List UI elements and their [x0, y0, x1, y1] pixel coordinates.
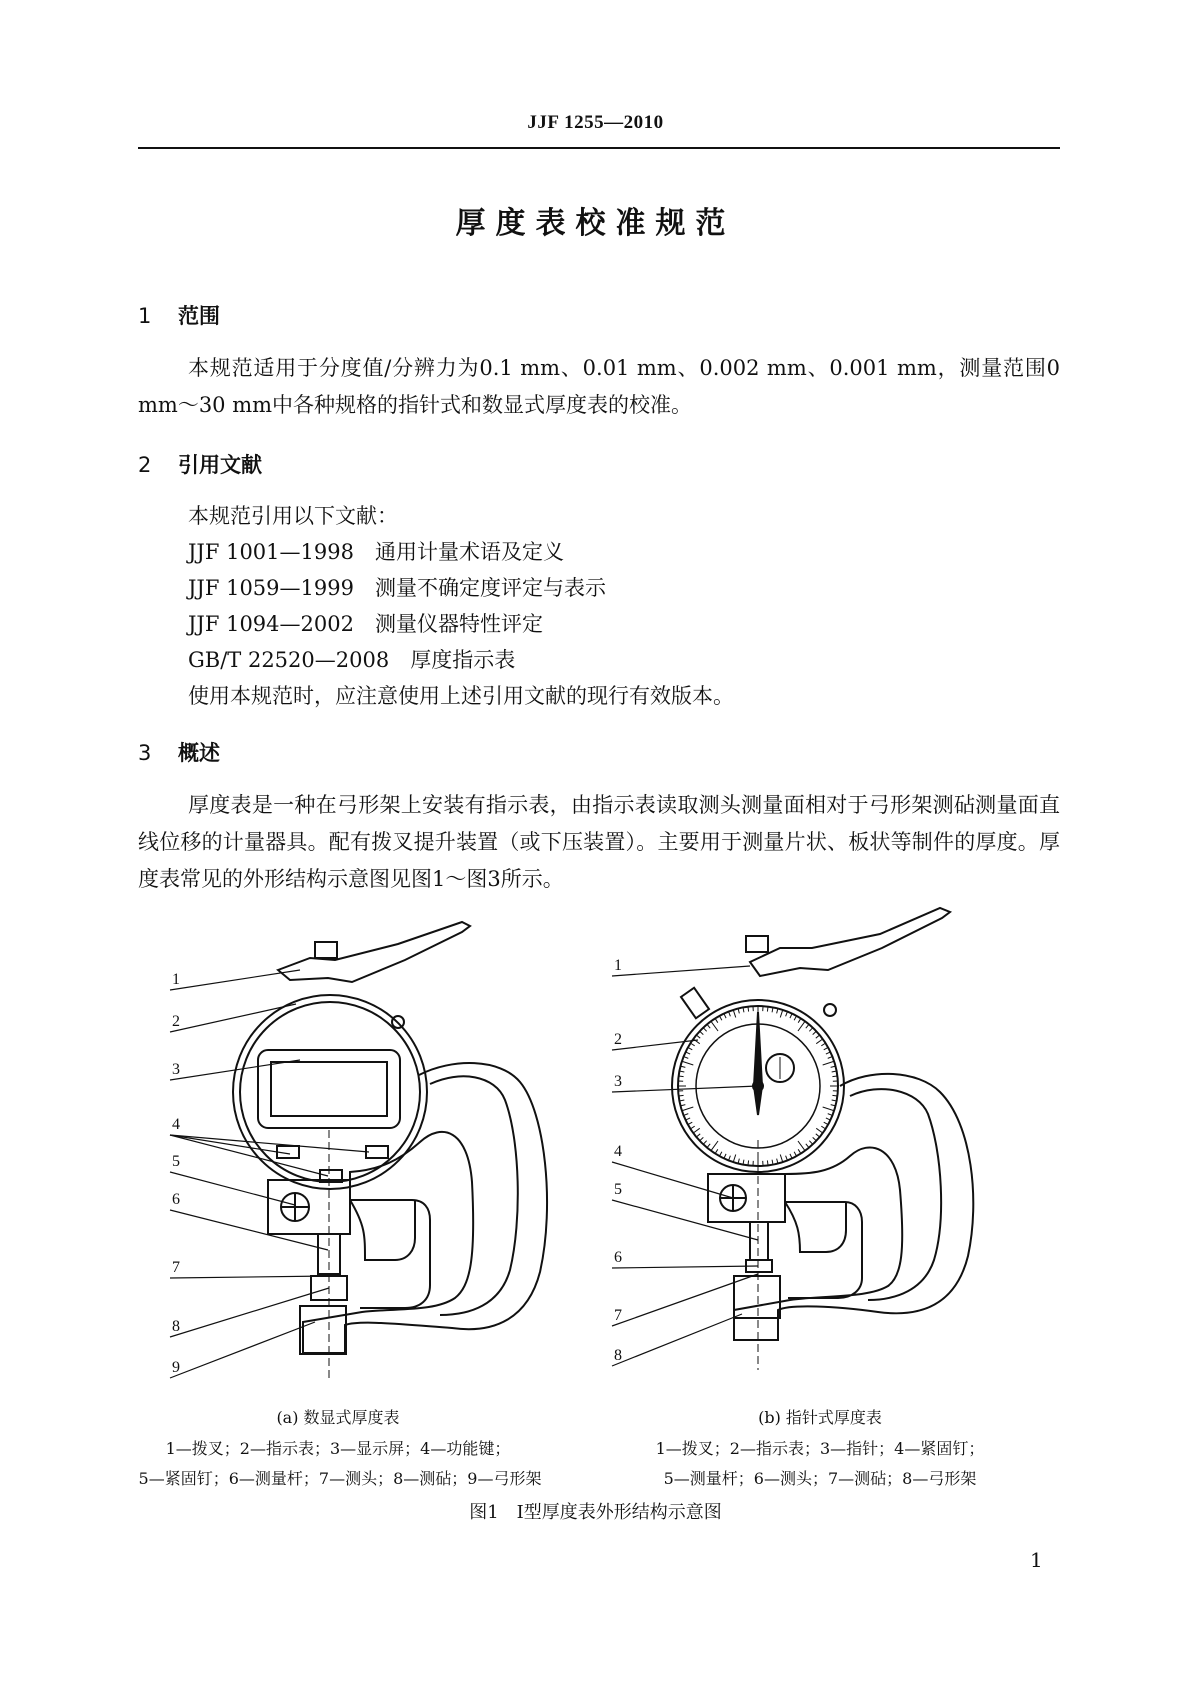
bow-frame-web: [350, 1200, 415, 1260]
dial-tick: [832, 1076, 837, 1077]
reference-title: 测量不确定度评定与表示: [374, 576, 606, 600]
page-number: 1: [1030, 1548, 1043, 1572]
dial-tick: [790, 1014, 792, 1019]
figure-b-caption: (b) 指针式厚度表: [758, 1408, 882, 1427]
section-number: 3: [138, 741, 152, 765]
indicator-inner-ring: [240, 1002, 420, 1182]
callout-label: 1: [614, 957, 622, 974]
reference-code: JJF 1059—1999: [188, 576, 354, 600]
dial-tick: [700, 1137, 704, 1140]
dial-tick: [711, 1141, 718, 1151]
dial-tick: [816, 1134, 820, 1137]
figure-a-caption: (a) 数显式厚度表: [276, 1408, 400, 1427]
dial-tick: [707, 1024, 710, 1028]
dial-tick: [700, 1031, 704, 1034]
reference-title: 测量仪器特性评定: [374, 612, 543, 636]
dial-tick: [724, 1014, 726, 1019]
lever-cap: [746, 936, 768, 952]
dial-tick: [821, 1043, 825, 1046]
figure-a-legend-line2: 5—紧固钉；6—测量杆；7—测头；8—测砧；9—弓形架: [138, 1469, 542, 1488]
callout-label: 2: [614, 1031, 622, 1048]
references-note: 使用本规范时，应注意使用上述引用文献的现行有效版本。: [188, 684, 734, 708]
dial-tick: [780, 1154, 782, 1162]
dial-tick: [711, 1021, 718, 1031]
fork-lever: [278, 922, 470, 982]
callout-label: 5: [172, 1153, 180, 1170]
reference-item: [188, 572, 606, 602]
figure-b-dial-gauge: [600, 900, 1191, 1380]
dial-tick: [767, 1160, 768, 1165]
dial-tick: [798, 1141, 805, 1151]
dial-tick: [693, 1128, 699, 1133]
anvil: [734, 1276, 780, 1318]
section-title: 概述: [178, 741, 220, 765]
dial-tick: [733, 1154, 735, 1162]
section-title: 范围: [178, 304, 220, 328]
reference-title: 通用计量术语及定义: [374, 540, 564, 564]
dial-tick: [724, 1154, 726, 1159]
lever-cap: [315, 942, 337, 958]
reference-item: [188, 536, 564, 566]
function-key: [366, 1146, 388, 1158]
reference-code: JJF 1094—2002: [188, 612, 354, 636]
fork-lever: [750, 908, 950, 976]
dial-tick: [696, 1134, 700, 1137]
dial-tick: [790, 1154, 792, 1159]
dial-tick: [824, 1047, 828, 1049]
dial-tick: [688, 1122, 692, 1124]
dial-tick: [688, 1047, 692, 1049]
dial-tick: [798, 1021, 805, 1031]
dial-tick: [806, 1144, 809, 1148]
dial-tick: [767, 1007, 768, 1012]
document-code-header: JJF 1255—2010: [527, 112, 664, 133]
bezel-knob: [681, 988, 709, 1018]
dial-tick: [707, 1144, 710, 1148]
figure-a-digital-gauge: [0, 900, 600, 1400]
callout-label: 9: [172, 1359, 180, 1376]
dial-tick: [715, 1149, 718, 1153]
dial-tick: [696, 1035, 700, 1038]
document-title: 厚度表校准规范: [455, 206, 736, 241]
reference-item: [188, 608, 543, 638]
dial-tick: [794, 1016, 796, 1020]
indicator-outer-ring: [233, 995, 427, 1189]
dial-tick: [824, 1122, 828, 1124]
callout-label: 7: [614, 1307, 622, 1324]
header-rule: [138, 147, 1060, 149]
dial-tick: [816, 1039, 822, 1044]
section-heading-references: [138, 449, 262, 479]
callout-label: 4: [614, 1143, 622, 1160]
dial-tick: [715, 1018, 718, 1022]
dial-tick: [748, 1007, 749, 1012]
dial-tick: [794, 1152, 796, 1156]
dial-tick: [682, 1061, 693, 1065]
dial-tick: [748, 1160, 749, 1165]
dial-tick: [686, 1118, 691, 1120]
callout-label: 3: [172, 1061, 180, 1078]
dial-tick: [816, 1128, 822, 1133]
callout-label: 1: [172, 971, 180, 988]
bow-frame-web: [785, 1202, 846, 1252]
dial-tick: [806, 1024, 809, 1028]
dial-tick: [719, 1016, 721, 1020]
dial-tick: [826, 1052, 831, 1054]
dial-tick: [679, 1095, 684, 1096]
callout-label: 6: [172, 1191, 180, 1208]
reference-code: JJF 1001—1998: [188, 540, 354, 564]
bow-frame-inner: [430, 1076, 518, 1315]
dial-tick: [813, 1031, 817, 1034]
callout-label: 3: [614, 1073, 622, 1090]
dial-tick: [809, 1028, 812, 1032]
callout-label: 7: [172, 1259, 180, 1276]
figure-a-legend-line1: 1—拨叉；2—指示表；3—显示屏；4—功能键；: [165, 1439, 511, 1458]
dial-tick: [690, 1043, 694, 1046]
reference-code: GB/T 22520—2008: [188, 648, 390, 672]
pivot-screw: [824, 1004, 836, 1016]
scope-paragraph: 本规范适用于分度值/分辨力为0.1 mm、0.01 mm、0.002 mm、0.001 mm，测量范围0 mm～30 mm中各种规格的指针式和数显式厚度表的校准。: [138, 356, 1060, 417]
dial-tick: [703, 1028, 706, 1032]
dial-tick: [826, 1118, 831, 1120]
bow-frame-inner: [850, 1089, 941, 1300]
dial-tick: [719, 1152, 721, 1156]
callout-label: 2: [172, 1013, 180, 1030]
bow-frame: [734, 1074, 973, 1340]
section-number: 2: [138, 453, 152, 477]
figure-title: 图1 Ⅰ型厚度表外形结构示意图: [469, 1502, 722, 1523]
dial-tick: [703, 1141, 706, 1145]
dial-tick: [832, 1095, 837, 1096]
dial-tick: [733, 1010, 735, 1018]
figure-b-legend-line2: 5—测量杆；6—测头；7—测砧；8—弓形架: [663, 1469, 977, 1488]
dial-tick: [686, 1052, 691, 1054]
callout-label: 8: [172, 1318, 180, 1335]
dial-tick: [798, 1018, 801, 1022]
callout-label: 8: [614, 1347, 622, 1364]
dial-tick: [813, 1137, 817, 1140]
callout-label: 5: [614, 1181, 622, 1198]
references-intro: 本规范引用以下文献：: [188, 504, 398, 528]
section-heading-overview: [138, 737, 220, 767]
dial-tick: [798, 1149, 801, 1153]
dial-tick: [682, 1107, 693, 1111]
anvil: [300, 1306, 346, 1354]
figure-b-legend-line1: 1—拨叉；2—指示表；3—指针；4—紧固钉；: [655, 1439, 985, 1458]
dial-tick: [679, 1076, 684, 1077]
section-number: 1: [138, 304, 152, 328]
measuring-rod: [750, 1222, 768, 1260]
callout-label: 6: [614, 1249, 622, 1266]
dial-tick: [690, 1126, 694, 1129]
dial-tick: [821, 1126, 825, 1129]
reference-title: 厚度指示表: [410, 648, 516, 672]
dial-pointer: [754, 1012, 762, 1115]
dial-tick: [816, 1035, 820, 1038]
overview-paragraph: 厚度表是一种在弓形架上安装有指示表，由指示表读取测头测量面相对于弓形架测砧测量面直线位移的计量器具。配有拨叉提升装置（或下压装置）。主要用于测量片状、板状等制件的厚度。厚度表常见的外形结构示意图见图1～图3所示。: [138, 793, 1060, 891]
section-heading-scope: [138, 300, 220, 330]
reference-item: [188, 644, 515, 674]
dial-tick: [780, 1010, 782, 1018]
callout-label: 4: [172, 1116, 180, 1133]
dial-tick: [809, 1141, 812, 1145]
section-title: 引用文献: [178, 453, 262, 477]
dial-tick: [823, 1107, 834, 1111]
display-screen: [271, 1062, 387, 1116]
dial-tick: [823, 1061, 834, 1065]
